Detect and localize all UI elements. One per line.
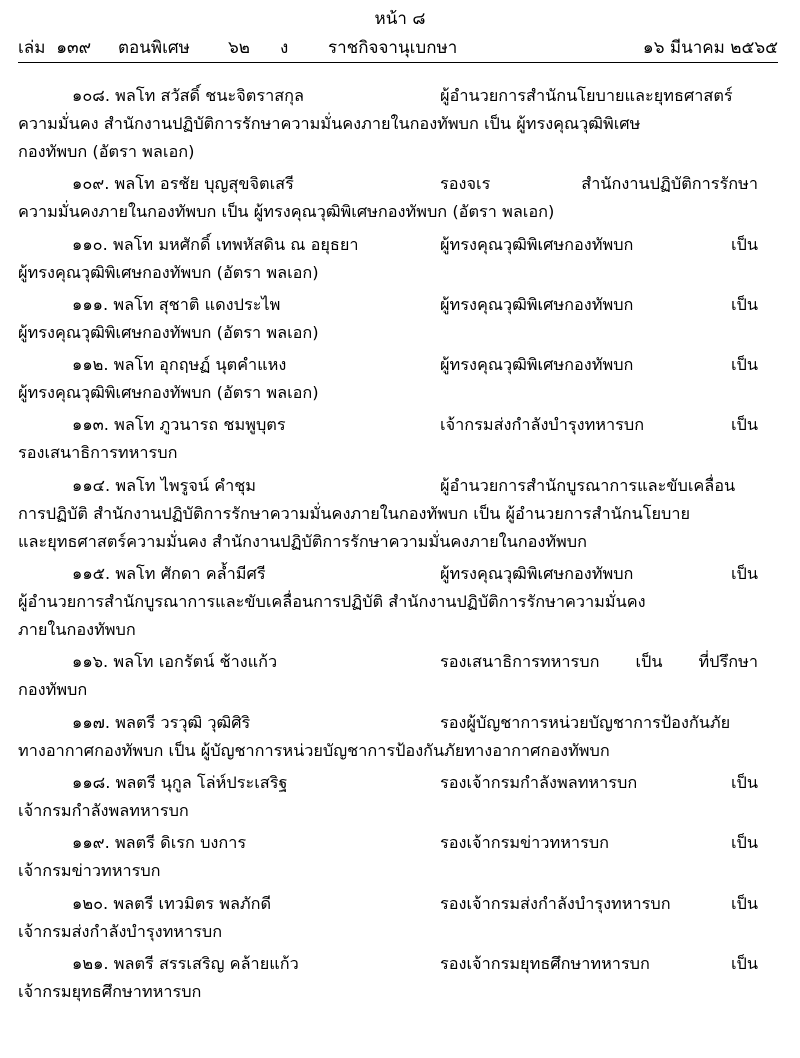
continuation-line: เจ้ากรมส่งกำลังบำรุงทหารบก xyxy=(18,921,223,941)
officer-name: ๑๑๐. พลโท มหศักดิ์ เทพหัสดิน ณ อยุธยา xyxy=(72,234,359,254)
continuation-line: ความมั่นคง สำนักงานปฏิบัติการรักษาความมั่นคงภายในกองทัพบก เป็น ผู้ทรงคุณวุฒิพิเศษ xyxy=(18,114,641,133)
continuation-line: เจ้ากรมข่าวทหารบก xyxy=(18,861,161,881)
appointment-entry xyxy=(18,231,758,287)
current-position: เจ้ากรมส่งกำลังบำรุงทหารบก เป็น xyxy=(440,415,758,435)
entry-heading xyxy=(18,829,758,857)
officer-name: ๑๑๗. พลตรี วรวุฒิ วุฒิศิริ xyxy=(72,712,251,732)
officer-name: ๑๑๕. พลโท ศักดา คล้ำมีศรี xyxy=(72,564,266,584)
continuation-line: ผู้ทรงคุณวุฒิพิเศษกองทัพบก (อัตรา พลเอก) xyxy=(18,322,319,342)
appointment-entry xyxy=(18,769,758,825)
appointment-entry xyxy=(18,291,758,347)
entry-heading xyxy=(18,709,758,737)
appointment-entry xyxy=(18,170,758,226)
current-position: ผู้อำนวยการสำนักบูรณาการและขับเคลื่อน xyxy=(440,475,736,495)
current-position: รองจเร สำนักงานปฏิบัติการรักษา xyxy=(440,174,758,194)
appointment-entry xyxy=(18,950,758,1006)
continuation-line: ทางอากาศกองทัพบก เป็น ผู้บัญชาการหน่วยบัญชาการป้องกันภัยทางอากาศกองทัพบก xyxy=(18,740,610,760)
continuation-line: และยุทธศาสตร์ความมั่นคง สำนักงานปฏิบัติการรักษาความมั่นคงภายในกองทัพบก xyxy=(18,531,587,551)
officer-name: ๑๑๓. พลโท ภูวนารถ ชมพูบุตร xyxy=(72,415,286,435)
appointment-entry xyxy=(18,351,758,407)
appointment-entry xyxy=(18,829,758,885)
entry-heading xyxy=(18,231,758,259)
continuation-line: รองเสนาธิการทหารบก xyxy=(18,443,178,463)
part-label: ตอนพิเศษ xyxy=(118,38,190,58)
appointment-entry xyxy=(18,890,758,946)
continuation-line: ผู้ทรงคุณวุฒิพิเศษกองทัพบก (อัตรา พลเอก) xyxy=(18,383,319,403)
officer-name: ๑๑๑. พลโท สุชาติ แดงประไพ xyxy=(72,294,281,314)
issue-type: ง xyxy=(280,38,289,58)
officer-name: ๑๑๘. พลตรี นุกูล โล่ห์ประเสริฐ xyxy=(72,772,288,792)
current-position: ผู้ทรงคุณวุฒิพิเศษกองทัพบก เป็น xyxy=(440,564,758,584)
current-position: ผู้ทรงคุณวุฒิพิเศษกองทัพบก เป็น xyxy=(440,234,758,254)
appointment-entry xyxy=(18,709,758,765)
issue-date: ๑๖ มีนาคม ๒๕๖๕ xyxy=(642,38,778,58)
volume-number: ๑๓๙ xyxy=(56,38,92,58)
officer-name: ๑๒๐. พลตรี เทวมิตร พลภักดี xyxy=(72,893,272,913)
current-position: รองเจ้ากรมข่าวทหารบก เป็น xyxy=(440,833,758,853)
entry-heading xyxy=(18,291,758,319)
issue-number: ๖๒ xyxy=(228,38,250,58)
current-position: รองเจ้ากรมยุทธศึกษาทหารบก เป็น xyxy=(440,953,758,973)
officer-name: ๑๑๙. พลตรี ดิเรก บงการ xyxy=(72,833,247,853)
entry-heading xyxy=(18,648,758,676)
volume-label xyxy=(18,36,91,60)
officer-name: ๑๒๑. พลตรี สรรเสริญ คล้ายแก้ว xyxy=(72,953,299,973)
volume-word: เล่ม xyxy=(18,38,46,58)
appointment-entry xyxy=(18,560,758,644)
entry-heading xyxy=(18,351,758,379)
current-position: รองเจ้ากรมส่งกำลังบำรุงทหารบก เป็น xyxy=(440,893,758,913)
continuation-line: เจ้ากรมยุทธศึกษาทหารบก xyxy=(18,981,202,1001)
entry-heading xyxy=(18,950,758,978)
appointment-entry xyxy=(18,82,758,166)
current-position: ผู้ทรงคุณวุฒิพิเศษกองทัพบก เป็น xyxy=(440,355,758,375)
officer-name: ๑๑๖. พลโท เอกรัตน์ ช้างแก้ว xyxy=(72,652,278,672)
continuation-line: ผู้ทรงคุณวุฒิพิเศษกองทัพบก (อัตรา พลเอก) xyxy=(18,262,319,282)
entry-heading xyxy=(18,890,758,918)
appointment-entry xyxy=(18,411,758,467)
continuation-line: ผู้อำนวยการสำนักบูรณาการและขับเคลื่อนการปฏิบัติ สำนักงานปฏิบัติการรักษาความมั่นคง xyxy=(18,592,646,612)
officer-name: ๑๐๙. พลโท อรชัย บุญสุขจิตเสรี xyxy=(72,174,294,194)
entry-heading xyxy=(18,170,758,198)
continuation-line: ภายในกองทัพบก xyxy=(18,620,136,640)
page-number: หน้า ๘ xyxy=(374,9,426,29)
appointment-list xyxy=(18,82,758,1010)
officer-name: ๑๑๔. พลโท ไพรูจน์ คำชุม xyxy=(72,475,257,495)
gazette-name: ราชกิจจานุเบกษา xyxy=(328,38,458,58)
current-position: ผู้อำนวยการสำนักนโยบายและยุทธศาสตร์ xyxy=(440,86,733,105)
entry-heading xyxy=(18,769,758,797)
entry-heading xyxy=(18,82,758,110)
continuation-line: การปฏิบัติ สำนักงานปฏิบัติการรักษาความมั่นคงภายในกองทัพบก เป็น ผู้อำนวยการสำนักนโยบาย xyxy=(18,503,691,523)
continuation-line: ความมั่นคงภายในกองทัพบก เป็น ผู้ทรงคุณวุฒิพิเศษกองทัพบก (อัตรา พลเอก) xyxy=(18,202,555,222)
appointment-entry xyxy=(18,472,758,556)
gazette-header xyxy=(18,36,778,63)
current-position: รองผู้บัญชาการหน่วยบัญชาการป้องกันภัย xyxy=(440,712,731,732)
continuation-line: กองทัพบก xyxy=(18,680,88,700)
continuation-line: เจ้ากรมกำลังพลทหารบก xyxy=(18,800,189,820)
entry-heading xyxy=(18,472,758,500)
current-position: รองเจ้ากรมกำลังพลทหารบก เป็น xyxy=(440,772,758,792)
continuation-line: กองทัพบก (อัตรา พลเอก) xyxy=(18,142,195,161)
officer-name: ๑๑๒. พลโท อุกฤษฏ์ นุตคำแหง xyxy=(72,355,287,375)
current-position: ผู้ทรงคุณวุฒิพิเศษกองทัพบก เป็น xyxy=(440,294,758,314)
officer-name: ๑๐๘. พลโท สวัสดิ์ ชนะจิตราสกุล xyxy=(72,86,305,105)
entry-heading xyxy=(18,560,758,588)
entry-heading xyxy=(18,411,758,439)
current-position: รองเสนาธิการทหารบก เป็น ที่ปรึกษา xyxy=(440,652,758,672)
appointment-entry xyxy=(18,648,758,704)
